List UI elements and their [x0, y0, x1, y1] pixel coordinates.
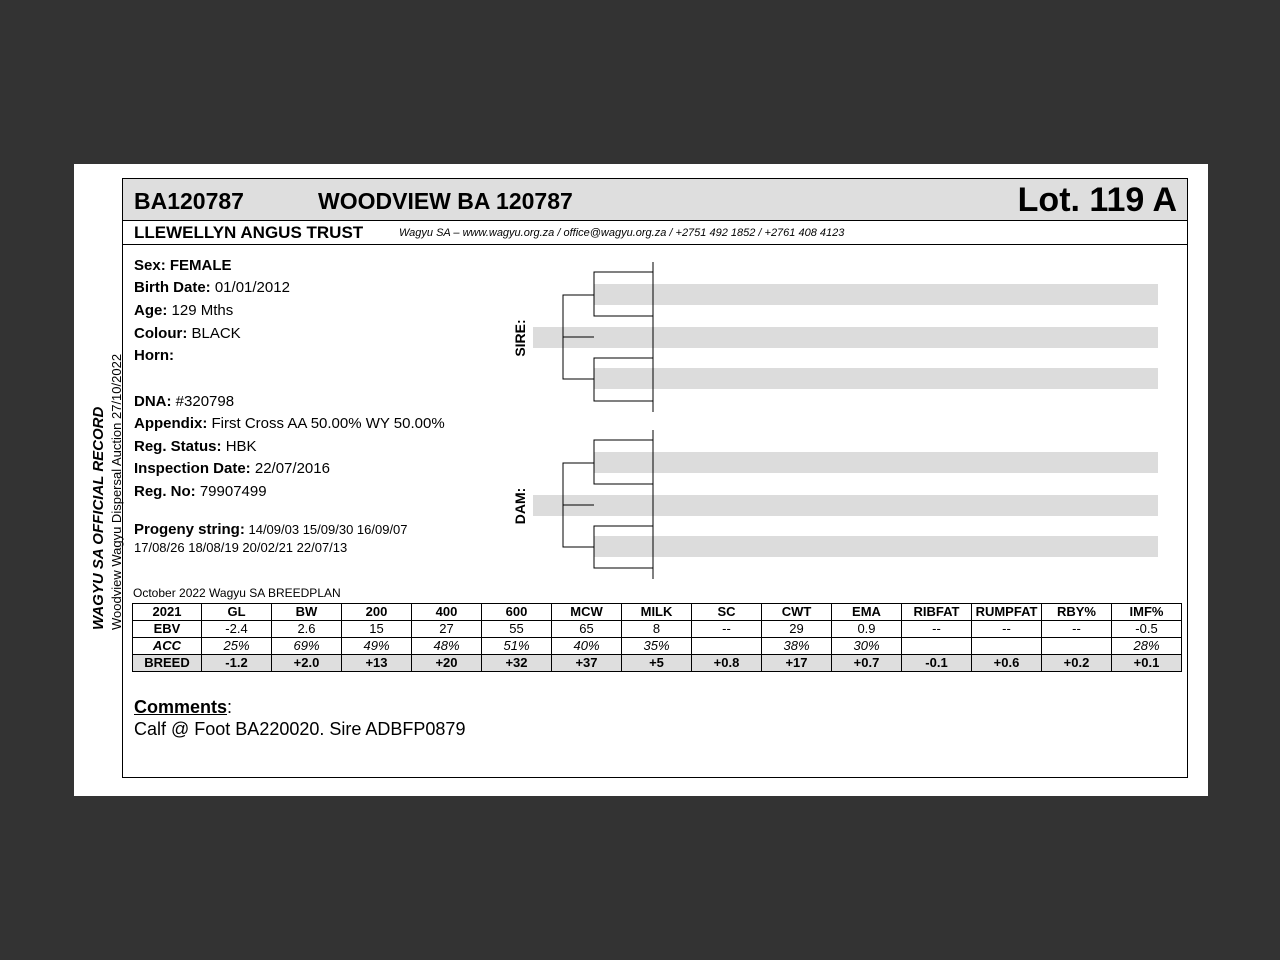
horn-label: Horn:: [134, 347, 174, 364]
acc-cell: 28%: [1112, 638, 1182, 655]
acc-cell: 51%: [482, 638, 552, 655]
breed-cell: +5: [622, 655, 692, 672]
ebv-table: [132, 603, 1182, 672]
ebv-cell: 8: [622, 621, 692, 638]
dam-label: DAM:: [512, 487, 528, 525]
sire-dam-bar: [594, 368, 1158, 389]
reg-status-line: [134, 438, 257, 455]
inspection-date-label: Inspection Date:: [134, 460, 251, 477]
progeny-line-2: 17/08/26 18/08/19 20/02/21 22/07/13: [134, 540, 348, 555]
ebv-header-cell: CWT: [762, 604, 832, 621]
sex-line: [134, 257, 232, 274]
dam-bar: [533, 495, 1158, 516]
inspection-date-line: [134, 460, 330, 477]
reg-no-label: Reg. No:: [134, 483, 196, 500]
breed-cell: -1.2: [202, 655, 272, 672]
ebv-cell: 15: [342, 621, 412, 638]
ebv-row: [133, 621, 1182, 638]
acc-cell: 30%: [832, 638, 902, 655]
acc-cell: 25%: [202, 638, 272, 655]
ebv-header-cell: MCW: [552, 604, 622, 621]
breed-cell: +32: [482, 655, 552, 672]
owner-name: LLEWELLYN ANGUS TRUST: [134, 223, 364, 242]
ebv-cell: 65: [552, 621, 622, 638]
dna-value: #320798: [175, 393, 235, 410]
ebv-header-cell: BW: [272, 604, 342, 621]
reg-no-line: [134, 483, 267, 500]
birth-date-label: Birth Date:: [134, 279, 211, 296]
contact-line: Wagyu SA – www.wagyu.org.za / office@wagyu.org.za / +2751 492 1852 / +2761 408 4123: [399, 227, 845, 239]
ebv-header-cell: EMA: [832, 604, 902, 621]
acc-cell: [1042, 638, 1112, 655]
breed-row: [133, 655, 1182, 672]
ebv-cell: 2.6: [272, 621, 342, 638]
colour-line: [134, 325, 241, 342]
animal-id: BA120787: [134, 188, 244, 214]
ebv-cell: 27: [412, 621, 482, 638]
birth-date-line: [134, 279, 290, 296]
comments-heading: Comments: [134, 697, 228, 717]
acc-row: [133, 638, 1182, 655]
reg-status-value: HBK: [225, 438, 257, 455]
breed-cell: +0.2: [1042, 655, 1112, 672]
dam-sire-bar: [594, 452, 1158, 473]
ebv-header-cell: MILK: [622, 604, 692, 621]
animal-card: [122, 178, 1188, 778]
ebv-header-cell: GL: [202, 604, 272, 621]
sex-label: Sex:: [134, 257, 166, 274]
ebv-cell: -2.4: [202, 621, 272, 638]
ebv-header-cell: RBY%: [1042, 604, 1112, 621]
ebv-cell: --: [692, 621, 762, 638]
acc-cell: 49%: [342, 638, 412, 655]
breed-cell: +13: [342, 655, 412, 672]
appendix-value: First Cross AA 50.00% WY 50.00%: [211, 415, 445, 432]
dam-dam-bar: [594, 536, 1158, 557]
ebv-header-cell: 400: [412, 604, 482, 621]
comments-text: Calf @ Foot BA220020. Sire ADBFP0879: [134, 719, 466, 739]
acc-cell: [902, 638, 972, 655]
sire-label: SIRE:: [512, 319, 528, 357]
inspection-date-value: 22/07/2016: [254, 460, 330, 477]
lot-number: Lot. 119 A: [1017, 181, 1177, 219]
breed-cell: +0.6: [972, 655, 1042, 672]
ebv-header-cell: 600: [482, 604, 552, 621]
acc-cell: 40%: [552, 638, 622, 655]
acc-cell: 35%: [622, 638, 692, 655]
progeny-label: Progeny string:: [134, 521, 245, 538]
breedplan-caption: October 2022 Wagyu SA BREEDPLAN: [133, 586, 341, 600]
breed-cell: +2.0: [272, 655, 342, 672]
ebv-header-row: [133, 604, 1182, 621]
reg-no-value: 79907499: [199, 483, 267, 500]
breed-cell: +20: [412, 655, 482, 672]
header-bar: [123, 179, 1187, 221]
comments-label: Comments:: [134, 697, 233, 717]
pedigree-chart: [509, 259, 1169, 584]
dna-line: [134, 393, 234, 410]
auction-subtitle: Woodview Wagyu Dispersal Auction 27/10/2022: [109, 353, 124, 630]
birth-date-value: 01/01/2012: [214, 279, 290, 296]
acc-cell: 38%: [762, 638, 832, 655]
ebv-cell: -0.5: [1112, 621, 1182, 638]
ebv-header-cell: RIBFAT: [902, 604, 972, 621]
ebv-cell: --: [1042, 621, 1112, 638]
dna-label: DNA:: [134, 393, 172, 410]
acc-cell: [972, 638, 1042, 655]
age-label: Age:: [134, 302, 168, 319]
ebv-cell: EBV: [133, 621, 202, 638]
horn-line: [134, 347, 174, 364]
breed-cell: +0.7: [832, 655, 902, 672]
ebv-cell: --: [902, 621, 972, 638]
acc-cell: 69%: [272, 638, 342, 655]
breed-cell: +0.8: [692, 655, 762, 672]
ebv-header-cell: IMF%: [1112, 604, 1182, 621]
reg-status-label: Reg. Status:: [134, 438, 222, 455]
acc-cell: [692, 638, 762, 655]
acc-cell: ACC: [133, 638, 202, 655]
ebv-cell: --: [972, 621, 1042, 638]
ebv-header-cell: RUMPFAT: [972, 604, 1042, 621]
colour-value: BLACK: [191, 325, 241, 342]
sire-bar: [533, 327, 1158, 348]
animal-name: WOODVIEW BA 120787: [318, 188, 573, 214]
colour-label: Colour:: [134, 325, 188, 342]
breed-cell: +37: [552, 655, 622, 672]
age-value: 129 Mths: [171, 302, 234, 319]
sex-value: FEMALE: [169, 257, 232, 274]
ebv-header-cell: 200: [342, 604, 412, 621]
breed-cell: +17: [762, 655, 832, 672]
breed-cell: -0.1: [902, 655, 972, 672]
acc-cell: 48%: [412, 638, 482, 655]
sire-sire-bar: [594, 284, 1158, 305]
breed-cell: +0.1: [1112, 655, 1182, 672]
age-line: [134, 302, 233, 319]
ebv-cell: 55: [482, 621, 552, 638]
ebv-cell: 29: [762, 621, 832, 638]
appendix-label: Appendix:: [134, 415, 208, 432]
progeny-dates-1: 14/09/03 15/09/30 16/09/07: [248, 522, 408, 537]
ebv-header-cell: 2021: [133, 604, 202, 621]
appendix-line: [134, 415, 445, 432]
progeny-line-1: [134, 521, 408, 538]
owner-bar: [123, 220, 1187, 245]
ebv-header-cell: SC: [692, 604, 762, 621]
official-record-title: WAGYU SA OFFICIAL RECORD: [90, 406, 107, 630]
breed-cell: BREED: [133, 655, 202, 672]
ebv-cell: 0.9: [832, 621, 902, 638]
